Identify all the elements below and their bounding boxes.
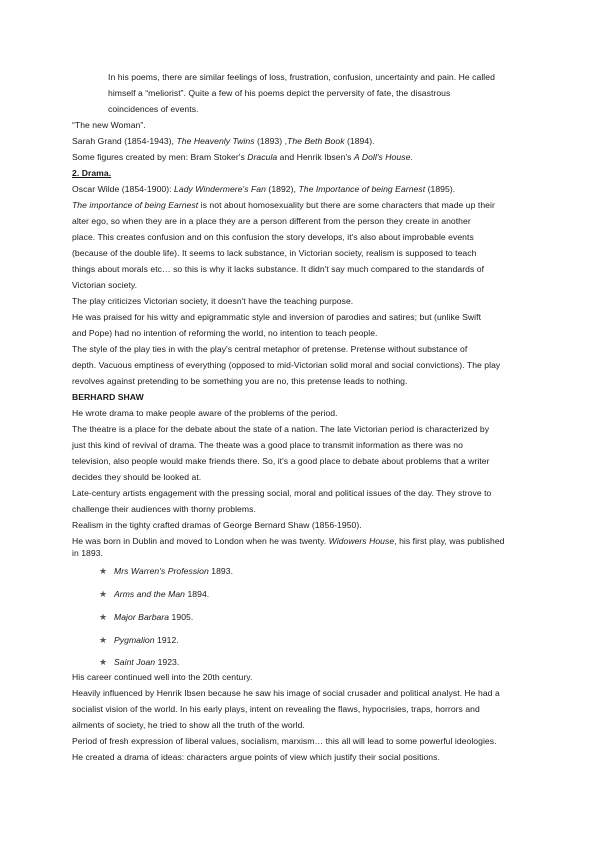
paragraph-line: television, also people would make friends there. So, it's a good place to debate about problems that a writer (72, 456, 490, 466)
paragraph-line: depth. Vacuous emptiness of everything (opposed to mid-Victorian solid moral and social convictions). The play (72, 360, 501, 370)
paragraph-line: revolves against pretending to be something you are no, this pretense leads to nothing. (72, 376, 408, 386)
male-figures-line: Some figures created by men: Bram Stoker's Dracula and Henrik Ibsen's A Doll's House. (72, 152, 413, 162)
oscar-wilde-line: Oscar Wilde (1854-1900): Lady Windermere's Fan (1892), The Importance of being Earnest (1895). (72, 184, 456, 194)
paragraph-line: coincidences of events. (108, 104, 199, 114)
list-item: ★ Pygmalion 1912. (99, 635, 179, 645)
paragraph-line: The importance of being Earnest is not about homosexuality but there are some characters that made up their (72, 200, 495, 210)
paragraph-line: alter ego, so when they are in a place they are a person different from the person they create in another (72, 216, 471, 226)
list-item: ★ Arms and the Man 1894. (99, 589, 210, 599)
paragraph-line: Heavily influenced by Henrik Ibsen because he saw his image of social crusader and political analyst. He had a (72, 688, 500, 698)
paragraph-line: and Pope) had no intention of reforming the world, no intention to teach people. (72, 328, 378, 338)
paragraph-line: (because of the double life). It seems to lack substance, in Victorian society, realism is supposed to teach (72, 248, 477, 258)
star-bullet-icon: ★ (99, 589, 108, 599)
paragraph-line: His career continued well into the 20th century. (72, 672, 253, 682)
new-woman-heading: “The new Woman”. (72, 120, 146, 130)
drama-section-heading: 2. Drama. (72, 168, 112, 178)
star-bullet-icon: ★ (99, 657, 108, 667)
paragraph-line: Victorian society. (72, 280, 138, 290)
paragraph-line: He was born in Dublin and moved to London when he was twenty. Widowers House, his first play, was published (72, 536, 505, 546)
paragraph-line: place. This creates confusion and on this confusion the story develops, it's also about improbable events (72, 232, 474, 242)
paragraph-line: ailments of society, he tried to show all the truth of the world. (72, 720, 305, 730)
list-item: ★ Saint Joan 1923. (99, 657, 180, 667)
paragraph-line: Period of fresh expression of liberal values, socialism, marxism… this all will lead to some powerful ideologies. (72, 736, 497, 746)
paragraph-line: The theatre is a place for the debate about the state of a nation. The late Victorian period is characterized by (72, 424, 490, 434)
paragraph-line: He wrote drama to make people aware of the problems of the period. (72, 408, 338, 418)
sarah-grand-line: Sarah Grand (1854-1943), The Heavenly Twins (1893) ,The Beth Book (1894). (72, 136, 375, 146)
list-item: ★ Major Barbara 1905. (99, 612, 194, 622)
star-bullet-icon: ★ (99, 635, 108, 645)
paragraph-line: challenge their audiences with thorny problems. (72, 504, 256, 514)
paragraph-line: Realism in the tighty crafted dramas of George Bernard Shaw (1856-1950). (72, 520, 362, 530)
paragraph-line: Late-century artists engagement with the pressing social, moral and political issues of the day. They strove to (72, 488, 492, 498)
list-item: ★ Mrs Warren's Profession 1893. (99, 566, 234, 576)
shaw-section-heading: BERHARD SHAW (72, 392, 144, 402)
paragraph-line: He was praised for his witty and epigrammatic style and inversion of parodies and satires; but (unlike Swift (72, 312, 482, 322)
star-bullet-icon: ★ (99, 612, 108, 622)
paragraph-line: decides they should be looked at. (72, 472, 202, 482)
paragraph-line: just this kind of revival of drama. The theate was a good place to transmit information as there was no (72, 440, 463, 450)
paragraph-line: himself a “meliorist”. Quite a few of his poems depict the perversity of fate, the disastrous (108, 88, 451, 98)
paragraph-line: In his poems, there are similar feelings of loss, frustration, confusion, uncertainty and pain. He called (108, 72, 495, 82)
paragraph-line: in 1893. (72, 548, 103, 558)
paragraph-line: things about morals etc… so this is why it lacks substance. It didn't say much compared to the standards of (72, 264, 485, 274)
paragraph-line: socialist vision of the world. In his early plays, intent on revealing the flaws, hypocrisies, traps, horrors and (72, 704, 480, 714)
star-bullet-icon: ★ (99, 566, 108, 576)
paragraph-line: The play criticizes Victorian society, it doesn't have the teaching purpose. (72, 296, 354, 306)
paragraph-line: The style of the play ties in with the play's central metaphor of pretense. Pretense without substance of (72, 344, 468, 354)
paragraph-line: He created a drama of ideas: characters argue points of view which justify their social positions. (72, 752, 440, 762)
